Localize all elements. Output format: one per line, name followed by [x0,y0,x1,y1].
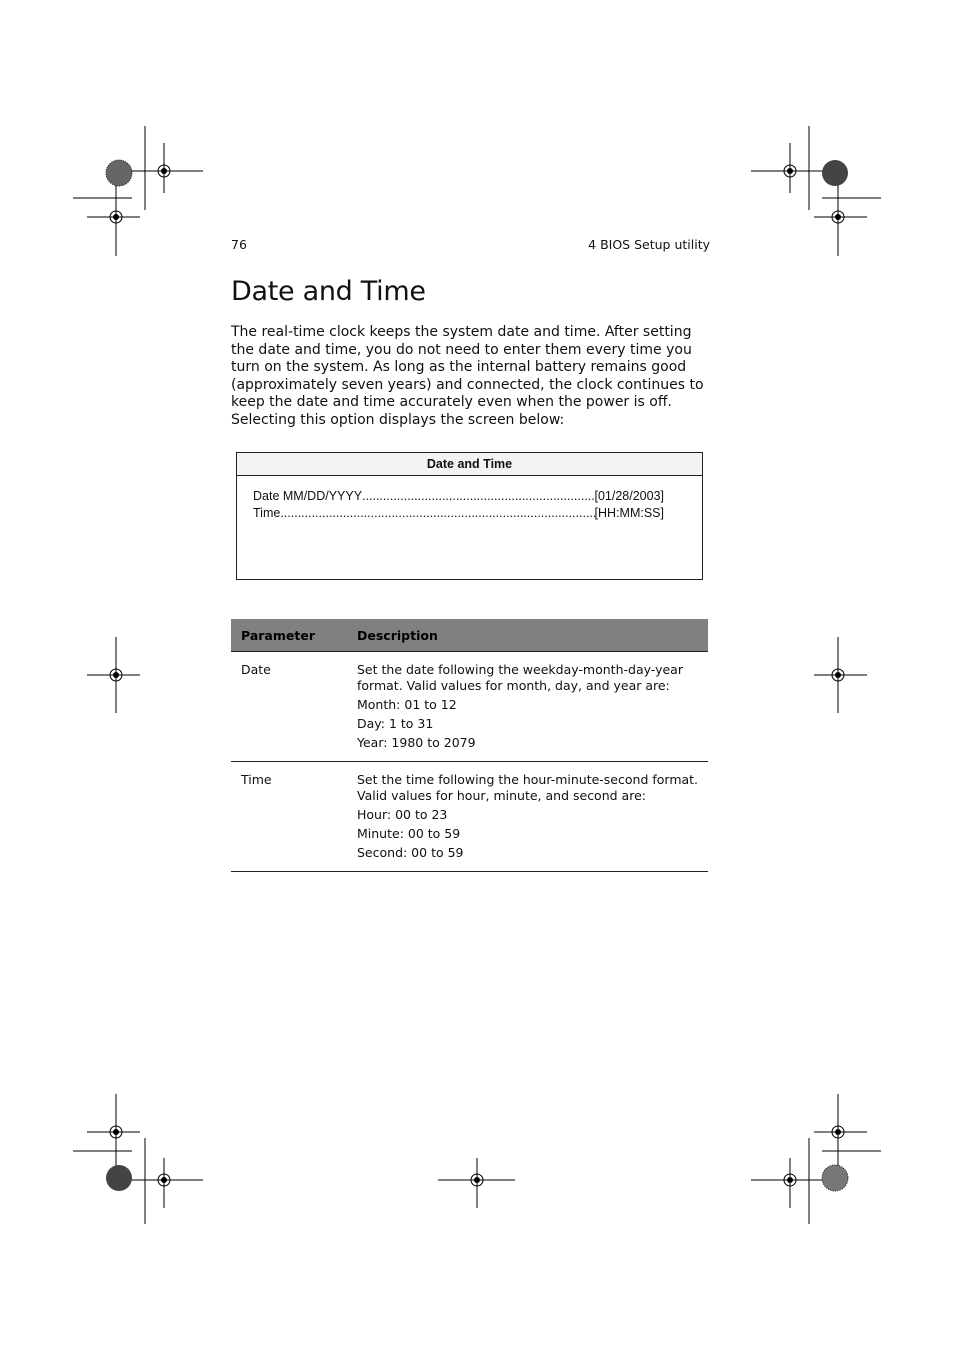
parameter-table [231,619,708,872]
leader-dots [362,488,594,505]
description-cell [347,762,708,872]
bios-screen-body [237,476,702,522]
table-header-row [231,619,708,652]
bios-row-label: Date MM/DD/YYYY [253,489,363,503]
valid-range: Year: 1980 to 2079 [357,735,476,750]
parameter-cell: Time [231,762,347,872]
table-row [231,652,708,762]
bios-row-time [253,505,686,522]
description-text: Set the time following the hour-minute-second format. Valid values for hour, minute, and second are: [357,772,699,803]
bios-screen [236,452,703,580]
column-header-description: Description [347,619,708,652]
bios-row-value: [01/28/2003] [594,489,664,503]
page-number: 76 [231,237,247,252]
bios-screen-title: Date and Time [237,453,702,476]
bios-row-label: Time [253,506,281,520]
description-text: Set the date following the weekday-month-day-year format. Valid values for month, day, and year are: [357,662,683,693]
valid-range: Hour: 00 to 23 [357,807,448,822]
parameter-cell: Date [231,652,347,762]
valid-range: Second: 00 to 59 [357,845,464,860]
leader-dots [280,505,594,522]
bios-row-date [253,488,686,505]
intro-paragraph: The real-time clock keeps the system date and time. After setting the date and time, you do not need to enter them every time you turn on the system. As long as the internal battery remains good (approximately seven years) and connected, the clock continues to keep the date and time accurately even when the power is off. Selecting this option displays the screen below: [231,324,704,428]
column-header-parameter: Parameter [231,619,347,652]
valid-range: Minute: 00 to 59 [357,826,461,841]
description-cell [347,652,708,762]
running-head: 4 BIOS Setup utility [588,237,710,252]
page-title: Date and Time [231,276,426,307]
valid-range: Day: 1 to 31 [357,716,434,731]
valid-range: Month: 01 to 12 [357,697,457,712]
table-row [231,762,708,872]
bios-row-value: [HH:MM:SS] [594,506,664,520]
